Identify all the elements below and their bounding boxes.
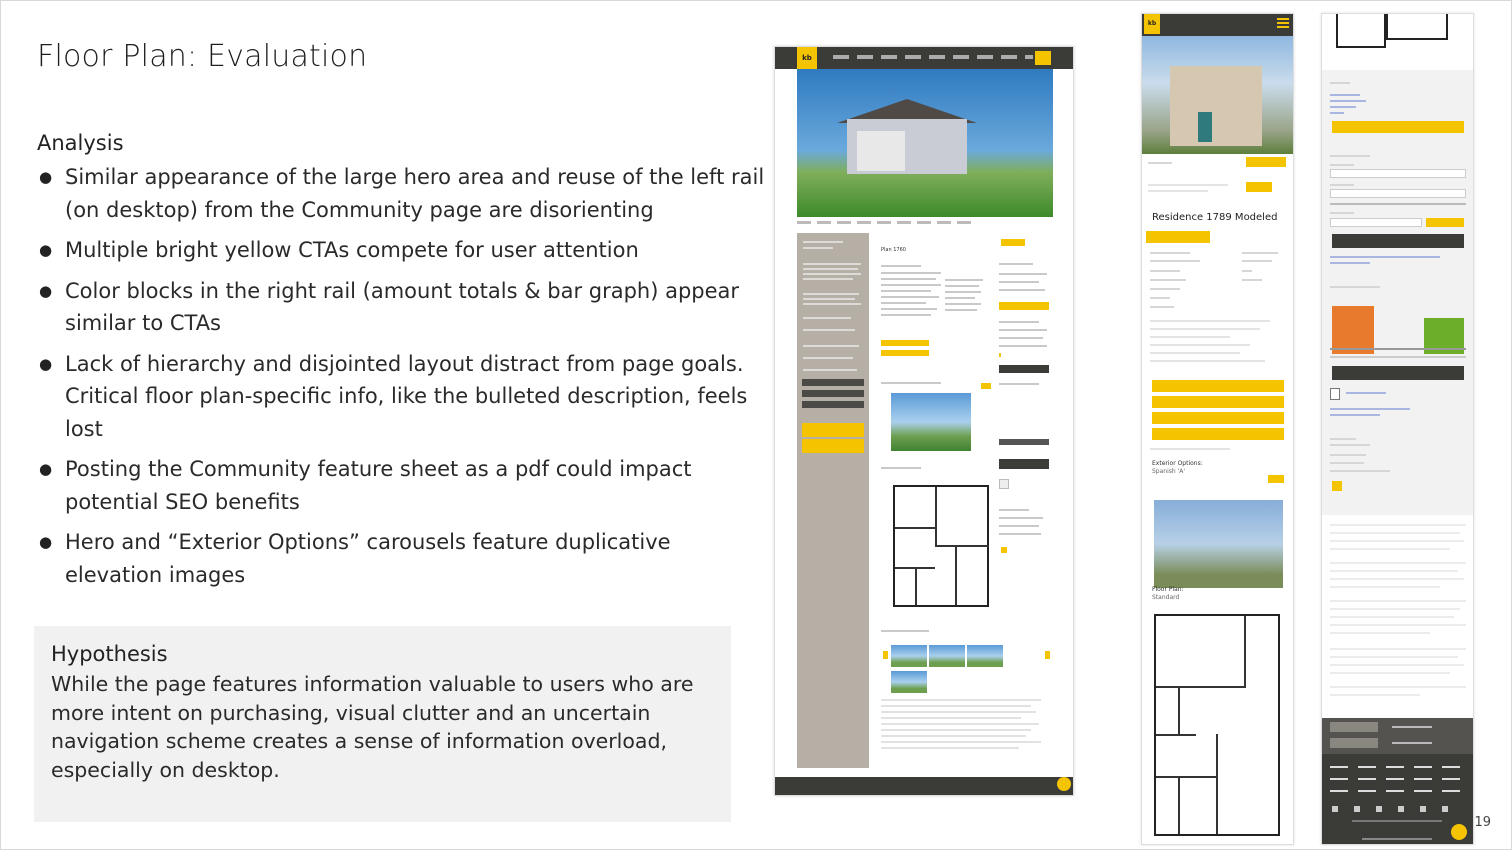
energy-cost-orange-bar (1332, 306, 1374, 354)
mobile-floor-plan-fragment (1322, 14, 1474, 70)
hypothesis-box (34, 626, 731, 822)
mobile-total-bar (1332, 234, 1464, 248)
hypothesis-body: While the page features information valuable to users who are more intent on purchasing, visual clutter and an uncertain navigation scheme creates a sense of information overload, especially on desktop. (51, 672, 694, 782)
mobile-hero-image (1142, 36, 1294, 154)
desktop-nav-bar (775, 47, 1073, 69)
house-door-shape (1198, 112, 1212, 142)
analysis-heading: Analysis (37, 131, 124, 155)
analysis-bullet: ● Hero and “Exterior Options” carousels feature duplicative elevation images (37, 526, 767, 591)
social-icons-row (1332, 806, 1462, 812)
mobile-yellow-cta (1152, 396, 1284, 408)
exterior-options-label: Exterior Options: (1152, 460, 1203, 467)
desktop-chat-button (1057, 777, 1071, 791)
desktop-floor-plan (893, 485, 989, 607)
desktop-plan-title: Plan 1760 (881, 247, 906, 253)
floor-plan-label: Floor Plan: (1152, 586, 1184, 593)
mobile-yellow-cta (1152, 428, 1284, 440)
mobile-tab-active (1146, 231, 1210, 243)
mobile-nav-bar (1142, 14, 1293, 36)
desktop-nav-cta (1035, 51, 1051, 65)
analysis-bullet-list (37, 161, 767, 591)
mobile-yellow-cta (1152, 380, 1284, 392)
desktop-left-rail (797, 233, 869, 768)
floor-plan-value: Standard (1152, 594, 1180, 601)
desktop-breadcrumb (797, 221, 977, 224)
desktop-yellow-cta (881, 350, 929, 356)
hypothesis-heading: Hypothesis (51, 642, 168, 666)
house-body-shape (1170, 66, 1262, 146)
analysis-bullet: ● Multiple bright yellow CTAs compete for user attention (37, 234, 767, 267)
desktop-hero-image (797, 69, 1053, 217)
desktop-yellow-cta (881, 340, 929, 346)
desktop-thumbnail-carousel (891, 645, 1041, 667)
desktop-footer (775, 777, 1074, 795)
mobile-chat-button (1451, 824, 1467, 840)
analysis-bullet: ● Similar appearance of the large hero area and reuse of the left rail (on desktop) from the Community page are disorienting (37, 161, 767, 226)
mobile-floor-plan (1154, 614, 1280, 836)
desktop-screenshot-thumbnail (774, 46, 1074, 796)
analysis-section (37, 131, 767, 599)
analysis-bullet: ● Color blocks in the right rail (amount totals & bar graph) appear similar to CTAs (37, 275, 767, 340)
analysis-bullet: ● Posting the Community feature sheet as a pdf could impact potential SEO benefits (37, 453, 767, 518)
analysis-bullet: ● Lack of hierarchy and disjointed layout distract from page goals. Critical floor plan-specific info, like the bulleted description, feels lost (37, 348, 767, 446)
desktop-right-cta (1001, 239, 1025, 246)
mobile-detail-screenshot-thumbnail (1141, 13, 1294, 845)
residence-title: Residence 1789 Modeled (1152, 212, 1278, 223)
slide-title: Floor Plan: Evaluation (37, 39, 368, 74)
mobile-exterior-image (1154, 500, 1283, 588)
kb-logo: kb (1144, 14, 1160, 34)
exterior-options-value: Spanish 'A' (1152, 468, 1186, 475)
mobile-continued-screenshot-thumbnail (1321, 13, 1474, 845)
page-number: 19 (1474, 815, 1491, 830)
mobile-yellow-cta (1332, 121, 1464, 133)
kb-logo: kb (797, 47, 817, 69)
desktop-right-dark-bar (999, 365, 1049, 373)
desktop-exterior-image (891, 393, 971, 451)
mobile-calculator-section (1322, 70, 1474, 515)
mobile-yellow-cta (1152, 412, 1284, 424)
hamburger-menu-icon (1277, 18, 1289, 28)
house-garage-shape (857, 131, 905, 171)
desktop-nav-links (833, 55, 1033, 59)
